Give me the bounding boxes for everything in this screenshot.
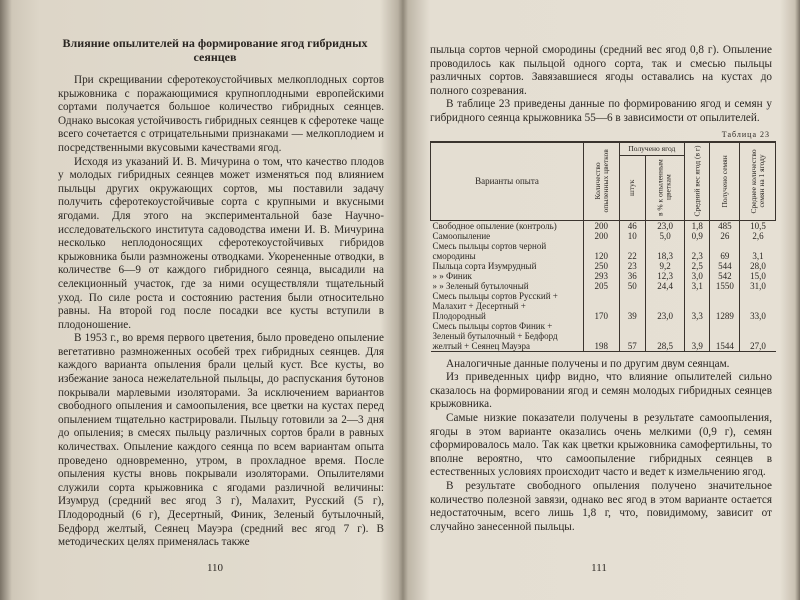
cell-flowers: 200 xyxy=(584,231,620,241)
cell-flowers: 205 xyxy=(584,281,620,291)
table-body xyxy=(431,220,776,351)
col-weight: Средний вес ягод (в г) xyxy=(685,142,710,221)
cell-weight: 1,8 xyxy=(685,220,710,231)
cell-variant: Смесь пыльцы сортов Финик + Зеленый бутылочный + Бедфорд желтый + Сеянец Мауэра xyxy=(431,321,584,352)
cell-pcs: 50 xyxy=(619,281,645,291)
table-row xyxy=(431,321,776,352)
left-paragraph-3: В 1953 г., во время первого цветения, было проведено опыление вегетативно размноженных особей трех гибридных сеянцев. Для каждого варианта опыления брали целый куст. Все кусты, во избежание заноса нежелательной пыльцы, до распускания бутонов покрывали марлевыми изоляторами. За исключением вариантов свободного опыления и самоопыления, все цветки на кустах перед опылением тщательно кастрировали. Пыльцу готовили за 2—3 дня до опыления; в смесях пыльцу различных сортов брали в равных количествах. Опыление каждого сеянца по всем вариантам опыта проведено одновременно, утром, в прохладное время. После опыления кусты вновь покрывали изоляторами. Опылителями служили сорта крыжовника с ягодами различной величины: Изумруд (средний вес ягод 3 г), Малахит, Русский (5 г), Плодородный (6 г), Десертный, Финик, Зеленый бутылочный, Бедфорд желтый, Сеянец Мауэра (средний вес ягод 7 г). В методических целях применялась также xyxy=(58,332,384,549)
cell-pct: 24,4 xyxy=(645,281,684,291)
cell-avg: 28,0 xyxy=(740,261,776,271)
cell-weight: 3,3 xyxy=(685,291,710,321)
right-after-3: Самые низкие показатели получены в результате самоопыления, ягоды в этом варианте оказались очень мелкими (0,9 г), семян сформировалось мало. Так как цветки крыжовника самофертильны, то вполне вероятно, что самоопыление гибридных сеянцев в естественных условиях происходит часто и ведет к измельчению ягод. xyxy=(430,411,772,479)
table-row xyxy=(431,281,776,291)
cell-weight: 3,9 xyxy=(685,321,710,352)
cell-seeds: 26 xyxy=(710,231,740,241)
cell-avg: 15,0 xyxy=(740,271,776,281)
cell-variant: » » Зеленый бутылочный xyxy=(432,280,529,291)
table-row xyxy=(431,220,776,231)
cell-variant: » » Финик xyxy=(432,270,472,281)
col-variant: Варианты опыта xyxy=(431,142,584,221)
cell-variant: Смесь пыльцы сортов Русский + Малахит + Десертный + Плодородный xyxy=(432,290,558,321)
cell-flowers: 200 xyxy=(584,220,620,231)
right-after-2: Из приведенных цифр видно, что влияние опылителей сильно сказалось на формировании ягод и семян молодых гибридных сеянцев крыжовника. xyxy=(430,371,772,411)
cell-weight: 2,5 xyxy=(685,261,710,271)
left-paragraph-2: Исходя из указаний И. В. Мичурина о том, что качество плодов у молодых гибридных сеянцев может изменяться под влиянием пыльцы других окружающих сортов, мы поставили задачу получить сферотекоустойчивые сорта с крупными и вкусными ягодами. Для этого на экспериментальной базе Научно-исследовательского института садоводства имени И. В. Мичурина несколько неплодоносящих сферотекоустойчивых гибридов крыжовника были размножены отводками. Укорененные отводки, в количестве 6—9 от каждого гибридного сеянца, высадили на селекционный участок, где за ними осуществляли тщательный уход. По силе роста и состоянию растения были относительно равны. На второй год после посадки все кусты вступили в плодоношение. xyxy=(58,155,384,331)
cell-weight: 0,9 xyxy=(685,231,710,241)
col-seeds: Получено семян xyxy=(710,142,740,221)
right-intro-2: В таблице 23 приведены данные по формированию ягод и семян у гибридного сеянца крыжовника 55—6 в зависимости от опылителей. xyxy=(430,98,772,124)
cell-variant: Пыльца сорта Изумрудный xyxy=(432,260,537,271)
cell-pct: 18,3 xyxy=(645,241,684,261)
cell-flowers: 120 xyxy=(584,241,620,261)
cell-weight: 3,1 xyxy=(685,281,710,291)
col-pct: в % к опыленным цветкам xyxy=(645,155,684,220)
cell-seeds: 542 xyxy=(710,271,740,281)
table-row xyxy=(431,231,776,241)
cell-flowers: 293 xyxy=(584,271,620,281)
cell-pcs: 46 xyxy=(619,220,645,231)
left-paragraph-1: При скрещивании сферотекоустойчивых мелкоплодных сортов крыжовника с поражающимися крупноплодными европейскими сортами получается большое количество гибридных сеянцев. Однако высокая устойчивость гибридных сеянцев к сферотеке чаще всего сочетается с отрицательными признаками — мелкоплодием и посредственными вкусовыми качествами ягод. xyxy=(58,74,384,154)
cell-flowers: 250 xyxy=(584,261,620,271)
data-table xyxy=(430,141,776,352)
cell-pcs: 22 xyxy=(619,241,645,261)
right-page xyxy=(418,0,780,600)
table-row xyxy=(431,291,776,321)
cell-seeds: 1550 xyxy=(710,281,740,291)
cell-weight: 3,0 xyxy=(685,271,710,281)
cell-avg: 33,0 xyxy=(740,291,776,321)
cell-flowers: 198 xyxy=(584,321,620,352)
right-after-1: Аналогичные данные получены и по другим двум сеянцам. xyxy=(446,357,730,370)
cell-pct: 23,0 xyxy=(645,291,684,321)
table-row xyxy=(431,261,776,271)
cell-pcs: 10 xyxy=(619,231,645,241)
cell-pct: 28,5 xyxy=(645,321,684,352)
col-avg-seeds: Среднее количество семян на 1 ягоду xyxy=(740,142,776,221)
table-row xyxy=(431,271,776,281)
cell-pct: 9,2 xyxy=(645,261,684,271)
cell-pcs: 57 xyxy=(619,321,645,352)
cell-avg: 31,0 xyxy=(740,281,776,291)
cell-variant: Смесь пыльцы сортов черной смородины xyxy=(432,240,547,261)
cell-pct: 12,3 xyxy=(645,271,684,281)
right-after-4: В результате свободного опыления получено значительное количество полезной завязи, однако вес ягод в этом варианте остается недостаточным, всего лишь 1,8 г, что, повидимому, зависит от случайно занесенной пыльцы. xyxy=(430,479,772,533)
cell-weight: 2,3 xyxy=(685,241,710,261)
cell-variant: Свободное опыление (контроль) xyxy=(432,220,557,231)
section-title: Влияние опылителей на формирование ягод гибридных сеянцев xyxy=(62,36,368,64)
cell-seeds: 485 xyxy=(710,220,740,231)
cell-pct: 23,0 xyxy=(645,220,684,231)
page-number-left: 110 xyxy=(206,562,224,574)
cell-avg: 10,5 xyxy=(740,220,776,231)
page-number-right: 111 xyxy=(591,562,607,574)
cell-avg: 2,6 xyxy=(740,231,776,241)
left-page xyxy=(40,0,390,600)
cell-avg: 3,1 xyxy=(740,241,776,261)
right-intro-1: пыльца сортов черной смородины (средний вес ягод 0,8 г). Опыление проводилось как пыльцой одного сорта, так и смесью пыльцы различных сортов. Завязавшиеся ягоды оставались на кустах до полного созревания. xyxy=(430,44,772,97)
cell-avg: 27,0 xyxy=(740,321,776,352)
cell-flowers: 170 xyxy=(584,291,620,321)
cell-seeds: 1289 xyxy=(710,291,740,321)
cell-variant: Самоопыление xyxy=(432,230,491,241)
col-flowers: Количество опыленных цветков xyxy=(584,142,620,221)
cell-pct: 5,0 xyxy=(645,231,684,241)
col-obtained: Получено ягод xyxy=(619,142,685,156)
cell-seeds: 1544 xyxy=(710,321,740,352)
cell-pcs: 36 xyxy=(619,271,645,281)
table-row xyxy=(431,241,776,261)
cell-pcs: 23 xyxy=(619,261,645,271)
col-pcs: штук xyxy=(619,155,645,220)
cell-seeds: 69 xyxy=(710,241,740,261)
cell-pcs: 39 xyxy=(619,291,645,321)
table-caption: Таблица 23 xyxy=(721,129,770,139)
cell-seeds: 544 xyxy=(710,261,740,271)
